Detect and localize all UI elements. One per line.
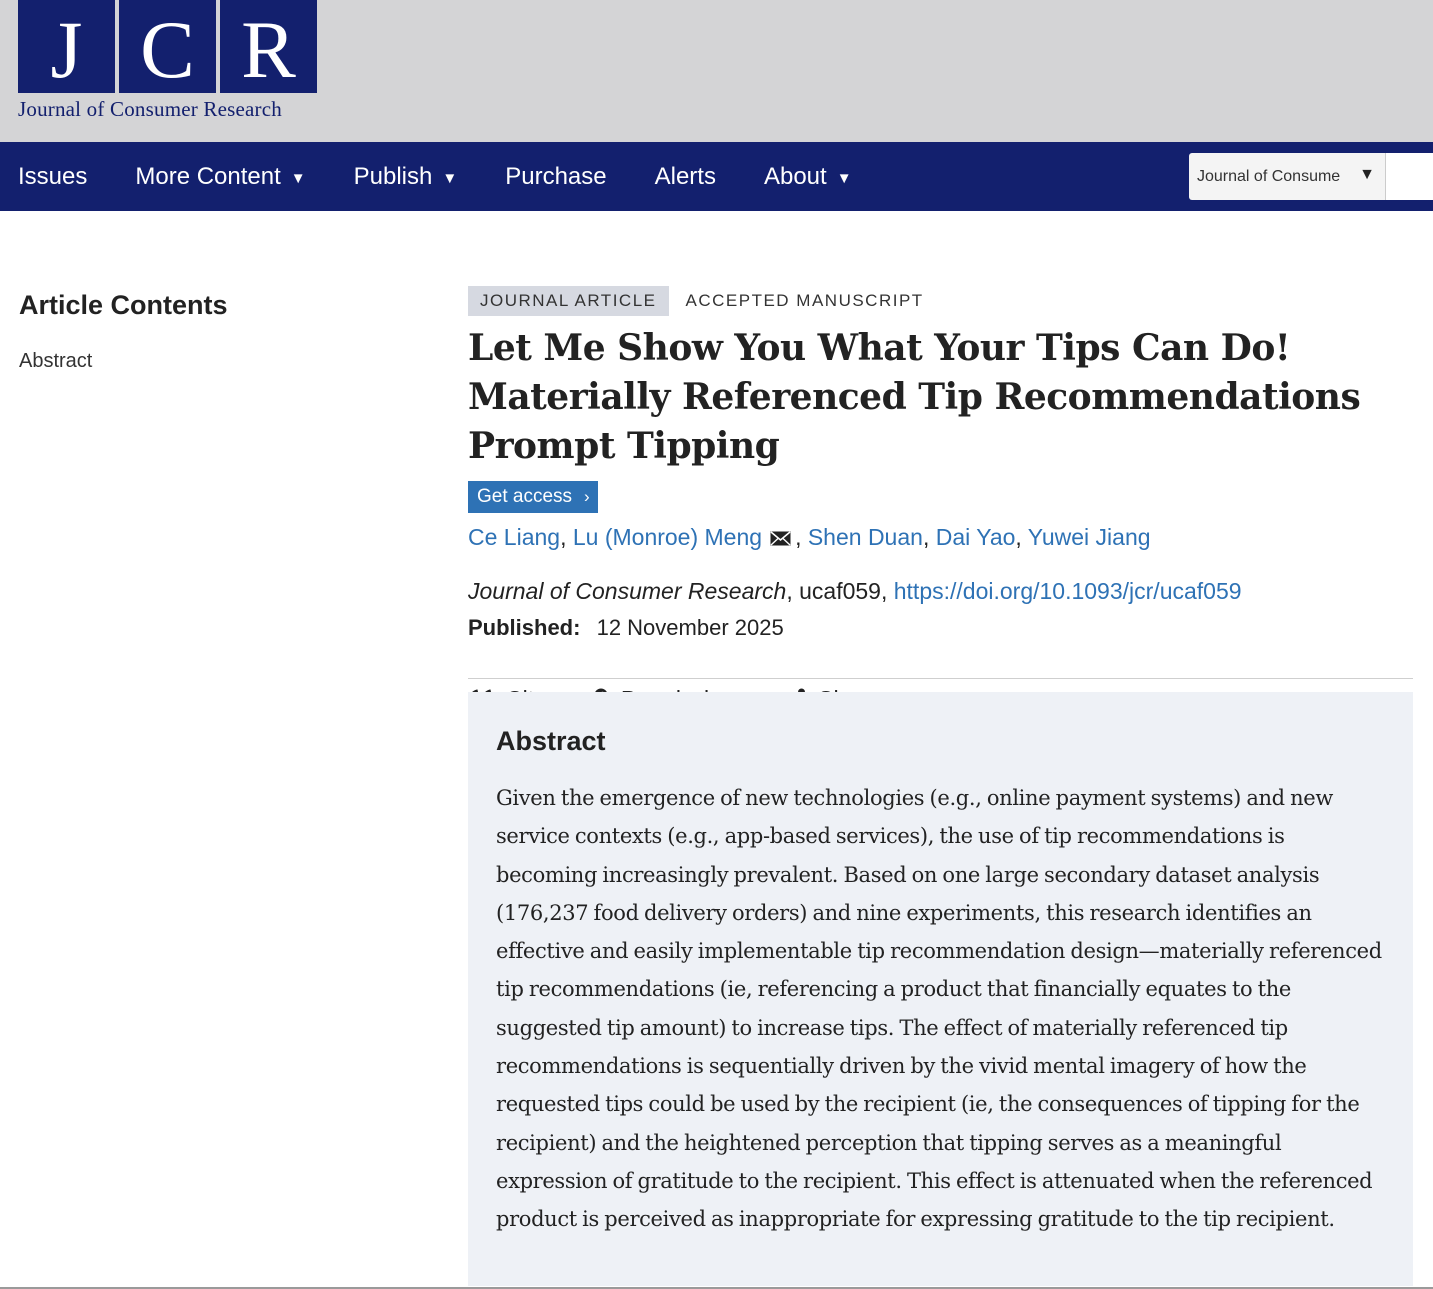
- logo-letter-j: J: [18, 0, 115, 93]
- author-link[interactable]: Yuwei Jiang: [1027, 524, 1151, 550]
- nav-item-issues[interactable]: [18, 163, 87, 191]
- caret-down-icon: ▼: [290, 169, 306, 187]
- caret-down-icon: ▼: [836, 169, 852, 187]
- journal-name: Journal of Consumer Research: [468, 578, 787, 604]
- logo-letter-c: C: [119, 0, 216, 93]
- doi-link[interactable]: https://doi.org/10.1093/jcr/ucaf059: [893, 578, 1242, 604]
- author-list: [468, 524, 1413, 551]
- caret-down-icon: ▼: [1359, 166, 1375, 183]
- caret-down-icon: ▼: [442, 169, 458, 187]
- get-access-button[interactable]: [468, 481, 598, 513]
- nav-item-more-content[interactable]: [135, 163, 305, 191]
- nav-item-publish[interactable]: [354, 163, 458, 191]
- nav-item-label: About: [763, 162, 827, 190]
- nav-item-label: Purchase: [505, 162, 607, 190]
- article-type-tag: JOURNAL ARTICLE: [468, 286, 669, 316]
- nav-item-label: Publish: [353, 162, 433, 190]
- envelope-icon[interactable]: [770, 531, 791, 546]
- abstract-heading: Abstract: [496, 726, 606, 756]
- abstract-text: Given the emergence of new technologies (e.g., online payment systems) and new service contexts (e.g., app-based services), the use of tip recommendations is becoming increasingly prevalent. Based on one large secondary dataset analysis (176,237 food delivery orders) and nine experiments, this research identifies an effective and easily implementable tip recommendation design—materially referenced tip recommendations (ie, referencing a product that financially equates to the suggested tip amount) to increase tips. The effect of materially referenced tip recommendations is sequentially driven by the vivid mental imagery of how the requested tips could be used by the recipient (ie, the consequences of tipping for the recipient) and the heightened perception that tipping serves as a meaningful expression of gratitude to the recipient. This effect is attenuated when the referenced product is perceived as inappropriate for expressing gratitude to the tip recipient.: [496, 786, 1382, 1232]
- article-contents-heading: Article Contents: [19, 290, 228, 320]
- nav-item-label: Alerts: [654, 162, 716, 190]
- logo-subtitle: Journal of Consumer Research: [18, 97, 282, 121]
- search-input[interactable]: [1385, 153, 1433, 200]
- journal-scope-value: Journal of Consume: [1197, 167, 1341, 185]
- nav-item-about[interactable]: [764, 163, 852, 191]
- author-link[interactable]: Dai Yao: [935, 524, 1016, 550]
- nav-menu: [18, 142, 900, 211]
- logo-letters: [18, 0, 318, 93]
- article-status-tag: ACCEPTED MANUSCRIPT: [685, 291, 924, 310]
- nav-item-label: More Content: [135, 162, 281, 190]
- published-line: [468, 615, 1413, 641]
- logo-letter-r: R: [220, 0, 317, 93]
- author-separator: ,: [1015, 524, 1022, 550]
- author-link[interactable]: Ce Liang: [468, 524, 561, 550]
- author-separator: ,: [922, 524, 930, 550]
- journal-scope-select[interactable]: [1189, 153, 1385, 200]
- author-link[interactable]: Lu (Monroe) Meng: [572, 524, 763, 550]
- article-id: , ucaf059,: [786, 578, 894, 604]
- nav-item-alerts[interactable]: [655, 163, 716, 191]
- citation-line: [468, 578, 1413, 605]
- author-link[interactable]: Shen Duan: [807, 524, 923, 550]
- nav-item-label: Issues: [18, 162, 88, 190]
- chevron-right-icon: ›: [584, 487, 590, 506]
- get-access-label: Get access: [477, 486, 573, 507]
- author-separator: ,: [560, 524, 567, 550]
- sidebar-link-abstract[interactable]: Abstract: [19, 350, 93, 372]
- author-separator: ,: [795, 524, 802, 550]
- published-label: Published:: [468, 615, 581, 640]
- article-main: [468, 286, 1413, 1232]
- article-tags: [468, 286, 1413, 316]
- jcr-logo[interactable]: [18, 0, 318, 124]
- site-header: [0, 0, 1433, 142]
- divider: [468, 678, 1413, 679]
- abstract-section: [468, 692, 1413, 1286]
- article-title: Let Me Show You What Your Tips Can Do! Materially Referenced Tip Recommendations Prompt Tipping: [468, 327, 1361, 467]
- nav-item-purchase[interactable]: [505, 163, 606, 191]
- published-date: 12 November 2025: [596, 615, 784, 640]
